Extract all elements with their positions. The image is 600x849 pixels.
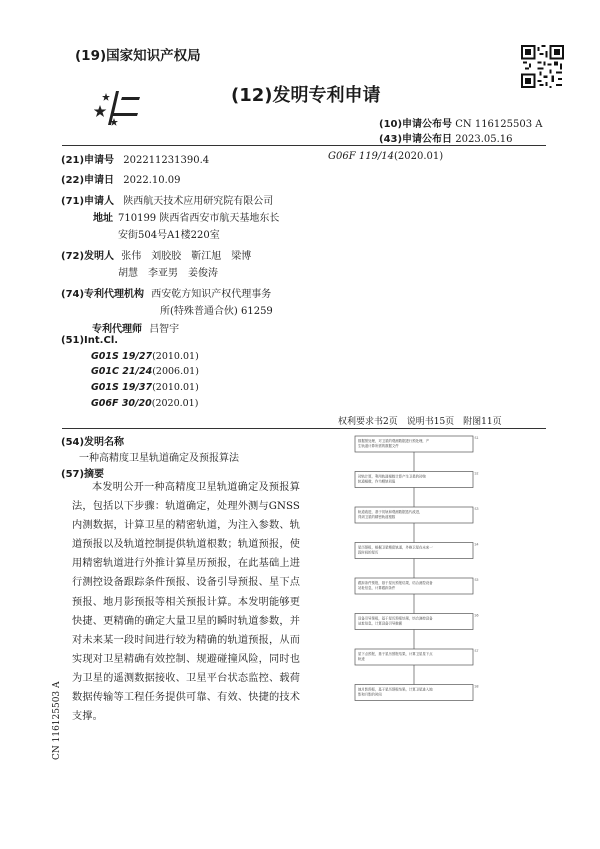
flowchart-step-number: S2 [474, 471, 479, 476]
address-line-1: 710199 陕西省西安市航天基地东长 [118, 213, 280, 224]
application-number-row [61, 151, 209, 166]
intcl-code: G01S 19/27 [91, 351, 153, 362]
inventor-row [61, 247, 251, 262]
cnipa-logo [94, 87, 142, 127]
intcl-row [91, 366, 199, 377]
flowchart-step-number: S5 [474, 578, 479, 582]
flowchart-step-number: S4 [474, 542, 479, 547]
application-date-label: (22)申请日 [61, 175, 115, 186]
application-number: 202211231390.4 [123, 155, 210, 166]
classification-year: (2020.01) [394, 151, 444, 162]
flowchart-step-text: 得到卫星的精密轨道根数 [358, 515, 396, 519]
agency-label: (74)专利代理机构 [61, 289, 145, 300]
application-number-label: (21)申请号 [61, 155, 115, 166]
flowchart-step-text: 影和月影的时间 [358, 692, 382, 697]
applicant-label: (71)申请人 [61, 196, 115, 207]
document-type: (12)发明专利申请 [231, 85, 381, 106]
inventors-line-1: 张伟 刘胶胶 靳江旭 梁博 [121, 251, 252, 262]
publication-date: 2023.05.16 [455, 134, 513, 145]
flowchart-step-text: 地月影预报，基于星历预报结果，计算卫星进入地 [358, 687, 433, 692]
intcl-code: G01S 19/37 [91, 382, 153, 393]
applicant-name: 陕西航天技术应用研究院有限公司 [123, 196, 274, 207]
inventors-line-2: 胡慧 李亚男 姜俊涛 [118, 268, 218, 279]
publication-date-row [379, 130, 513, 145]
invention-title: 一种高精度卫星轨道确定及预报算法 [79, 453, 239, 464]
office-name: (19)国家知识产权局 [75, 48, 201, 64]
publication-number-label: (10)申请公布号 [379, 119, 453, 130]
intcl-row [91, 398, 198, 409]
agency-row [61, 285, 271, 300]
title-label: (54)发明名称 [61, 437, 125, 448]
inventor-label: (72)发明人 [61, 251, 115, 262]
flowchart-step-text: 段时间的星历 [358, 550, 379, 555]
flowchart-step-text: 跟踪条件预报，基于星历预报结果，结合测控设备 [358, 581, 433, 585]
flowchart-step-text: 轨迹 [358, 657, 365, 661]
flowchart-step-text: 初轨计算，利用轨道根数计算产生卫星的初始 [358, 474, 426, 479]
agency-line-1: 西安乾方知识产权代理事务 [151, 289, 272, 300]
flowchart-step-text: 轨道根数，作为精轨初值 [358, 479, 396, 484]
intcl-year: (2020.01) [151, 398, 199, 409]
flowchart-step-text: 站址信息，计算设备引导数据 [358, 621, 403, 626]
intcl-year: (2010.01) [152, 351, 199, 362]
flowchart-step-text: 设备引导预报，基于星历预报结果，结合测控设备 [358, 616, 433, 621]
flowchart-step-text: 生轨道计算所需的数据文件 [358, 444, 399, 448]
address-line-2: 安街504号A1楼220室 [118, 230, 220, 241]
classification-code: G06F 119/14 [328, 151, 395, 162]
flowchart-step-text: 轨道改进，基于初轨和观测数据迭代改进， [358, 510, 423, 514]
side-publication-number: CN 116125503 A [52, 681, 62, 760]
applicant-row [61, 192, 273, 207]
flowchart-step-number: S7 [474, 649, 479, 653]
flowchart-step-number: S3 [474, 507, 479, 511]
intcl-row [91, 382, 199, 393]
qr-code [521, 45, 564, 88]
agent-name: 吕智宇 [149, 324, 180, 335]
publication-number-row [379, 115, 543, 130]
classification-row [328, 151, 443, 162]
flowchart-step-number: S1 [474, 436, 479, 440]
agent-label: 专利代理师 [92, 324, 142, 335]
intcl-code: G01C 21/24 [91, 366, 153, 377]
flowchart-step-text: 星下点预报，基于星历预报结果，计算卫星星下点 [358, 652, 433, 656]
agency-line-2: 所(特殊普通合伙) 61259 [160, 306, 273, 317]
flowchart-step-text: 数据预处理，对卫星的观测数据进行预处理，产 [358, 439, 430, 443]
intcl-year: (2010.01) [152, 382, 199, 393]
intcl-year: (2006.01) [152, 366, 199, 377]
header-divider [62, 145, 546, 146]
flowchart-step-text: 星历预报，根据卫星精密轨道，外推卫星在未来一 [358, 545, 433, 550]
page-counts: 权利要求书2页 说明书15页 附图11页 [338, 417, 502, 427]
abstract-text: 本发明公开一种高精度卫星轨道确定及预报算法，包括以下步骤：轨道确定，处理外测与GNSS内测数据，计算卫星的精密轨道，为注入参数、轨道预报以及轨道控制提供轨道根数；轨道预报，使用精密轨道进行外推计算星历预报，在此基础上进行测控设备跟踪条件预报、设备引导预报、星下点预报、地月影预报等相关预报计算。本发明能够更快捷、更精确的确定大量卫星的瞬时轨道参数，并对未来某一段时间进行较为精确的轨道预报，从而实现对卫星精确有效控制、规避碰撞风险，同时也为卫星的遥测数据接收、卫星平台状态监控、载荷数据传输等工程任务提供可靠、有效、快捷的技术支撑。 [72, 482, 300, 723]
application-date-row [61, 171, 181, 186]
abstract-flowchart [352, 432, 482, 722]
flowchart-step-text: 站址信息，计算跟踪条件 [358, 586, 396, 590]
application-date: 2022.10.09 [123, 175, 181, 186]
agent-row [92, 320, 179, 335]
abstract-label: (57)摘要 [61, 469, 105, 480]
intcl-row [91, 351, 199, 362]
flowchart-step-number: S6 [474, 613, 479, 618]
body-divider [62, 428, 546, 429]
address-label: 地址 [93, 213, 113, 224]
publication-date-label: (43)申请公布日 [379, 134, 453, 145]
publication-number: CN 116125503 A [455, 119, 543, 130]
flowchart-step-number: S8 [474, 684, 479, 689]
intcl-code: G06F 30/20 [91, 398, 152, 409]
intcl-label: (51)Int.Cl. [61, 335, 119, 346]
